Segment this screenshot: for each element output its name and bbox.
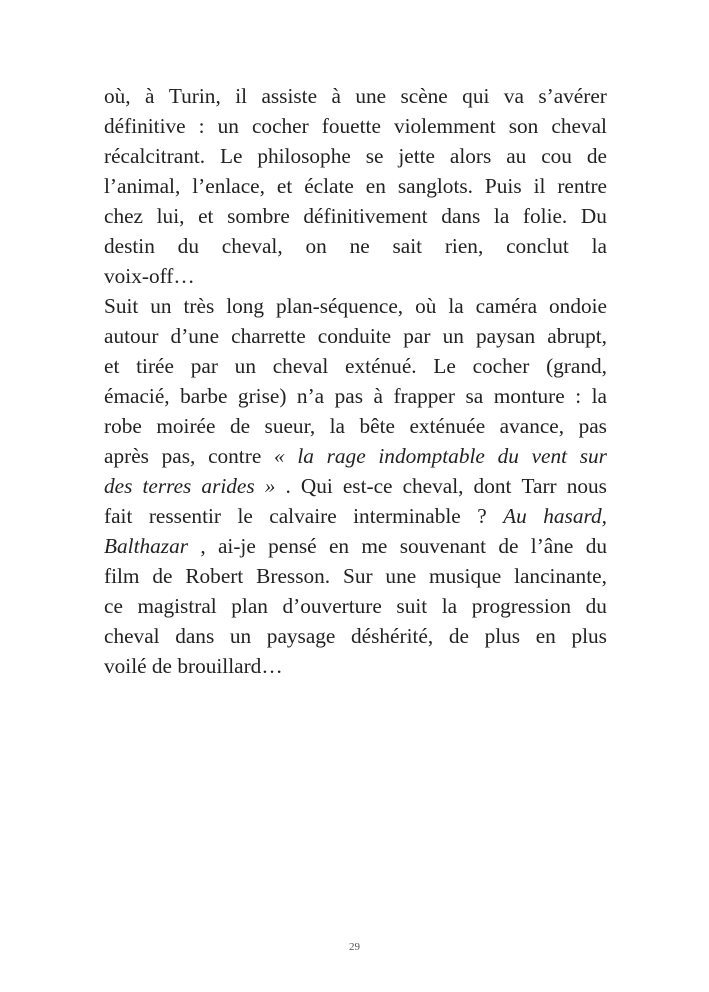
text-line: fait ressentir le calvaire interminable ? Au hasard, [104,504,607,528]
text-line: robe moirée de sueur, la bête exténuée avance, pas [104,414,607,438]
text-line: émacié, barbe grise) n’a pas à frapper sa monture : la [104,384,607,408]
text-line: où, à Turin, il assiste à une scène qui va s’avérer [104,84,607,108]
text-line: récalcitrant. Le philosophe se jette alors au cou de [104,144,607,168]
text-line: et tirée par un cheval exténué. Le cocher (grand, [104,354,607,378]
text-line: des terres arides » . Qui est-ce cheval, dont Tarr nous [104,474,607,498]
text-line: Balthazar , ai-je pensé en me souvenant de l’âne du [104,534,607,558]
text-line: destin du cheval, on ne sait rien, conclut la [104,234,607,258]
text-segment: voix-off… [104,264,195,288]
body-text [104,81,607,681]
text-line: Suit un très long plan-séquence, où la caméra ondoie [104,294,607,318]
text-line: définitive : un cocher fouette violemment son cheval [104,114,607,138]
text-line: ce magistral plan d’ouverture suit la progression du [104,594,607,618]
page-number: 29 [349,941,360,953]
text-line [104,261,607,291]
text-line: autour d’une charrette conduite par un paysan abrupt, [104,324,607,348]
text-line: l’animal, l’enlace, et éclate en sanglots. Puis il rentre [104,174,607,198]
text-line [104,651,607,681]
text-line: après pas, contre « la rage indomptable du vent sur [104,444,607,468]
text-line: chez lui, et sombre définitivement dans la folie. Du [104,204,607,228]
text-segment: voilé de brouillard… [104,654,283,678]
text-line: cheval dans un paysage déshérité, de plus en plus [104,624,607,648]
text-line: film de Robert Bresson. Sur une musique lancinante, [104,564,607,588]
